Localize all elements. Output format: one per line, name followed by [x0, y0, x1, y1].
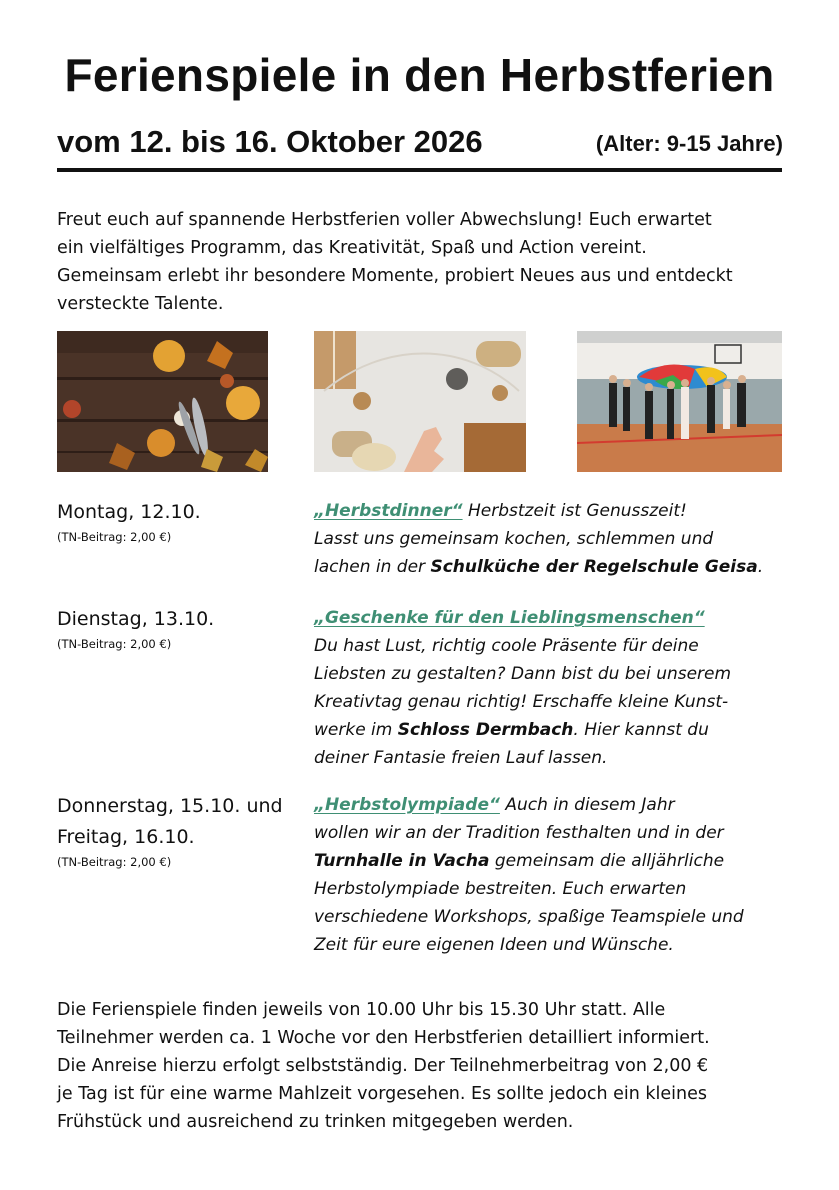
- fee-label: (TN-Beitrag: 2,00 €): [57, 637, 172, 651]
- event-text: lachen in der: [314, 557, 431, 577]
- event-text: Du hast Lust, richtig coole Präsente für deine: [314, 636, 699, 656]
- event-text: Kreativtag genau richtig! Erschaffe kleine Kunst-: [314, 692, 729, 712]
- schedule-day-tuesday: [57, 604, 307, 653]
- day-label: Freitag, 16.10.: [57, 826, 195, 848]
- event-text: Herbstzeit ist Genusszeit!: [462, 501, 687, 521]
- event-text: . Hier kannst du: [573, 720, 709, 740]
- footer-line: Frühstück und ausreichend zu trinken mitgegeben werden.: [57, 1112, 574, 1132]
- event-location: Turnhalle in Vacha: [314, 851, 490, 871]
- event-text: gemeinsam die alljährliche: [489, 851, 725, 871]
- event-text: verschiedene Workshops, spaßige Teamspiele und: [314, 907, 744, 927]
- intro-line: ein vielfältiges Programm, das Kreativität, Spaß und Action vereint.: [57, 238, 647, 258]
- footer-paragraph: [57, 996, 817, 1136]
- craft-supplies-photo: [314, 331, 526, 472]
- fee-label: (TN-Beitrag: 2,00 €): [57, 855, 172, 869]
- date-range: vom 12. bis 16. Oktober 2026: [57, 124, 483, 159]
- intro-line: Gemeinsam erlebt ihr besondere Momente, probiert Neues aus und entdeckt: [57, 266, 733, 286]
- event-text: Zeit für eure eigenen Ideen und Wünsche.: [314, 935, 674, 955]
- event-text: Lasst uns gemeinsam kochen, schlemmen und: [314, 529, 714, 549]
- event-title: „Herbstolympiade“: [314, 795, 500, 815]
- schedule-day-thursday-friday: [57, 791, 307, 871]
- schedule-day-monday: [57, 497, 307, 546]
- event-text: Auch in diesem Jahr: [499, 795, 675, 815]
- event-description-herbstdinner: [314, 497, 794, 581]
- event-title: „Herbstdinner“: [314, 501, 463, 521]
- day-label: Donnerstag, 15.10. und: [57, 795, 283, 817]
- title-divider: [57, 168, 782, 172]
- gym-parachute-photo: [577, 331, 782, 472]
- event-description-herbstolympiade: [314, 791, 794, 959]
- footer-line: Die Anreise hierzu erfolgt selbstständig. Der Teilnehmerbeitrag von 2,00 €: [57, 1056, 709, 1076]
- event-text: wollen wir an der Tradition festhalten und in der: [314, 823, 724, 843]
- footer-line: Teilnehmer werden ca. 1 Woche vor den Herbstferien detailliert informiert.: [57, 1028, 710, 1048]
- event-title: „Geschenke für den Lieblingsmenschen“: [314, 608, 705, 628]
- event-description-geschenke: [314, 604, 794, 772]
- intro-line: Freut euch auf spannende Herbstferien voller Abwechslung! Euch erwartet: [57, 210, 712, 230]
- event-location: Schulküche der Regelschule Geisa: [430, 557, 758, 577]
- autumn-table-photo: [57, 331, 268, 472]
- event-location: Schloss Dermbach: [397, 720, 574, 740]
- event-text: .: [757, 557, 764, 577]
- event-text: deiner Fantasie freien Lauf lassen.: [314, 748, 608, 768]
- event-text: Herbstolympiade bestreiten. Euch erwarten: [314, 879, 687, 899]
- age-range: (Alter: 9-15 Jahre): [595, 131, 783, 156]
- page-title: Ferienspiele in den Herbstferien: [64, 49, 775, 101]
- footer-line: je Tag ist für eine warme Mahlzeit vorgesehen. Es sollte jedoch ein kleines: [57, 1084, 708, 1104]
- day-label: Montag, 12.10.: [57, 501, 201, 523]
- footer-line: Die Ferienspiele finden jeweils von 10.00 Uhr bis 15.30 Uhr statt. Alle: [57, 1000, 666, 1020]
- fee-label: (TN-Beitrag: 2,00 €): [57, 530, 172, 544]
- intro-paragraph: [57, 206, 797, 318]
- day-label: Dienstag, 13.10.: [57, 608, 215, 630]
- intro-line: versteckte Talente.: [57, 294, 224, 314]
- event-text: werke im: [314, 720, 398, 740]
- event-text: Liebsten zu gestalten? Dann bist du bei unserem: [314, 664, 732, 684]
